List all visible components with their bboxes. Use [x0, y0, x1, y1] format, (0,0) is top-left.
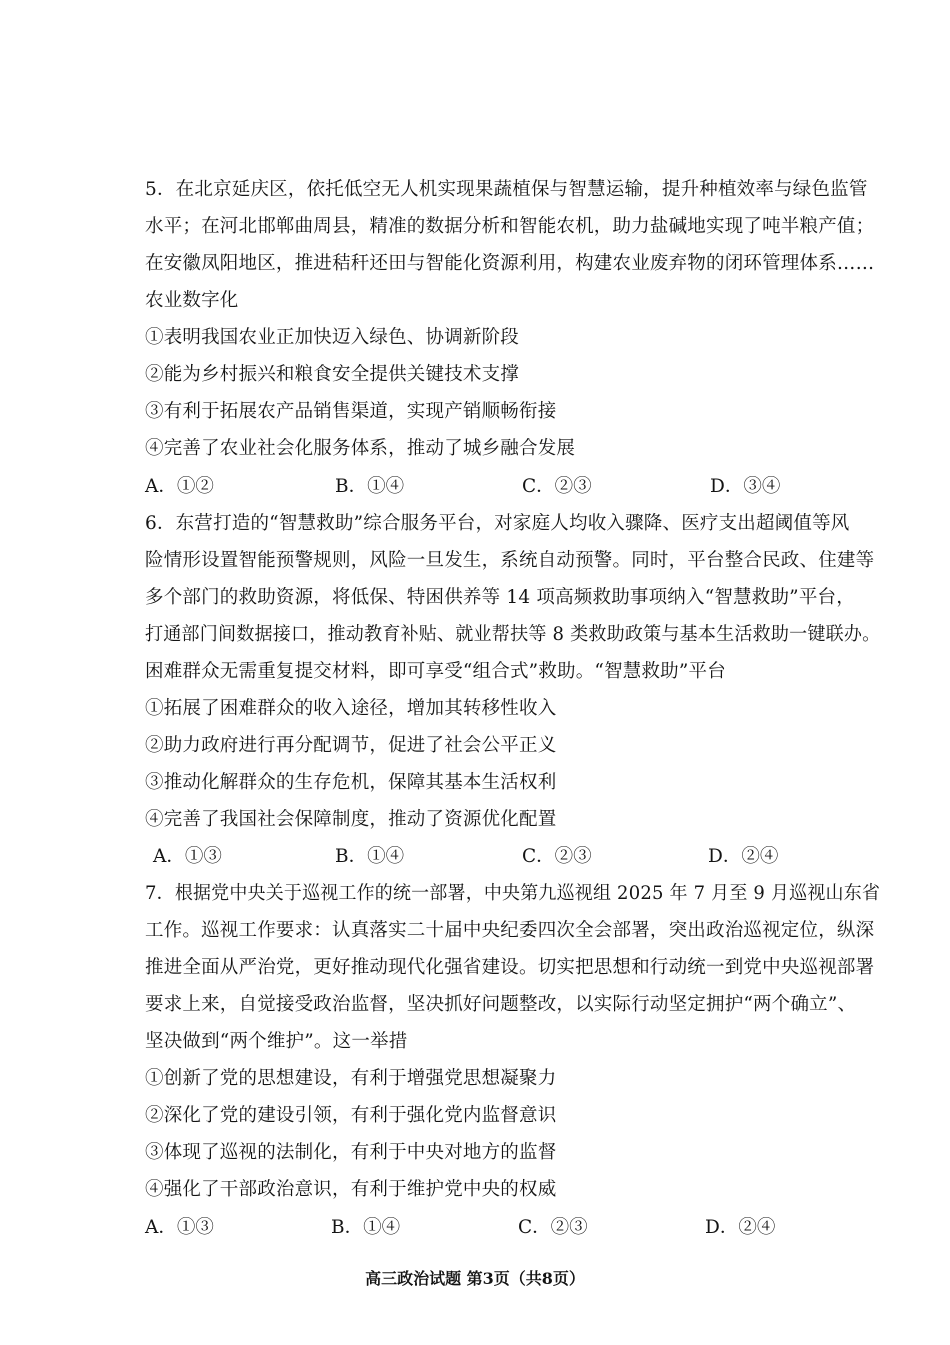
question-6-option-a[interactable]: A．①③ [153, 846, 222, 867]
question-7-statement-4: ④强化了干部政治意识，有利于维护党中央的权威 [145, 1179, 557, 1200]
question-6-statement-4: ④完善了我国社会保障制度，推动了资源优化配置 [145, 809, 557, 830]
page-footer: 高三政治试题 第3页（共8页） [365, 1269, 585, 1288]
question-7-statement-2: ②深化了党的建设引领，有利于强化党内监督意识 [145, 1105, 557, 1126]
question-5-stem-line-3: 在安徽凤阳地区，推进秸秆还田与智能化资源利用，构建农业废弃物的闭环管理体系…… [145, 253, 875, 274]
question-6-stem-line-4: 打通部门间数据接口，推动教育补贴、就业帮扶等 8 类救助政策与基本生活救助一键联办。 [145, 624, 881, 645]
question-6-option-d[interactable]: D．②④ [708, 846, 779, 867]
question-5-option-b[interactable]: B．①④ [335, 476, 405, 497]
question-7-stem-line-3: 推进全面从严治党，更好推动现代化强省建设。切实把思想和行动统一到党中央巡视部署 [145, 957, 875, 978]
question-7-stem-line-2: 工作。巡视工作要求：认真落实二十届中央纪委四次全会部署，突出政治巡视定位，纵深 [145, 920, 875, 941]
question-6-statement-3: ③推动化解群众的生存危机，保障其基本生活权利 [145, 772, 557, 793]
question-5-statement-4: ④完善了农业社会化服务体系，推动了城乡融合发展 [145, 438, 576, 459]
question-5-statement-1: ①表明我国农业正加快迈入绿色、协调新阶段 [145, 327, 520, 348]
question-5-stem-line-2: 水平；在河北邯郸曲周县，精准的数据分析和智能农机，助力盐碱地实现了吨半粮产值； [145, 216, 875, 237]
question-6-option-b[interactable]: B．①④ [335, 846, 405, 867]
question-6-stem-line-5: 困难群众无需重复提交材料，即可享受“组合式”救助。“智慧救助”平台 [145, 661, 726, 682]
question-5-option-d[interactable]: D．③④ [710, 476, 781, 497]
question-7-stem-line-4: 要求上来，自觉接受政治监督，坚决抓好问题整改，以实际行动坚定拥护“两个确立”、 [145, 994, 857, 1015]
question-7-options [145, 1216, 865, 1240]
question-6-option-c[interactable]: C．②③ [522, 846, 592, 867]
question-7-option-d[interactable]: D．②④ [705, 1217, 776, 1238]
question-7-statement-3: ③体现了巡视的法制化，有利于中央对地方的监督 [145, 1142, 557, 1163]
question-7-option-b[interactable]: B．①④ [331, 1217, 401, 1238]
question-7-option-c[interactable]: C．②③ [518, 1217, 588, 1238]
question-7-stem-line-5: 坚决做到“两个维护”。这一举措 [145, 1031, 408, 1052]
question-7-statement-1: ①创新了党的思想建设，有利于增强党思想凝聚力 [145, 1068, 557, 1089]
question-5-statement-2: ②能为乡村振兴和粮食安全提供关键技术支撑 [145, 364, 520, 385]
question-6-stem-line-1: 6．东营打造的“智慧救助”综合服务平台，对家庭人均收入骤降、医疗支出超阈值等风 [145, 513, 850, 534]
question-5-option-a[interactable]: A．①② [145, 476, 214, 497]
question-6-statement-1: ①拓展了困难群众的收入途径，增加其转移性收入 [145, 698, 557, 719]
question-6-stem-line-2: 险情形设置智能预警规则，风险一旦发生，系统自动预警。同时，平台整合民政、住建等 [145, 550, 875, 571]
question-6-stem-line-3: 多个部门的救助资源，将低保、特困供养等 14 项高频救助事项纳入“智慧救助”平台， [145, 587, 855, 608]
question-6-options [145, 845, 865, 869]
question-5-option-c[interactable]: C．②③ [522, 476, 592, 497]
question-5-statement-3: ③有利于拓展农产品销售渠道，实现产销顺畅衔接 [145, 401, 557, 422]
question-5-stem-line-4: 农业数字化 [145, 290, 239, 311]
question-6-statement-2: ②助力政府进行再分配调节，促进了社会公平正义 [145, 735, 557, 756]
question-7-stem-line-1: 7．根据党中央关于巡视工作的统一部署，中央第九巡视组 2025 年 7 月至 9 月巡视山东省 [145, 883, 881, 904]
question-5-options [145, 475, 865, 499]
question-5-stem-line-1: 5．在北京延庆区，依托低空无人机实现果蔬植保与智慧运输，提升种植效率与绿色监管 [145, 179, 868, 200]
question-7-option-a[interactable]: A．①③ [145, 1217, 214, 1238]
